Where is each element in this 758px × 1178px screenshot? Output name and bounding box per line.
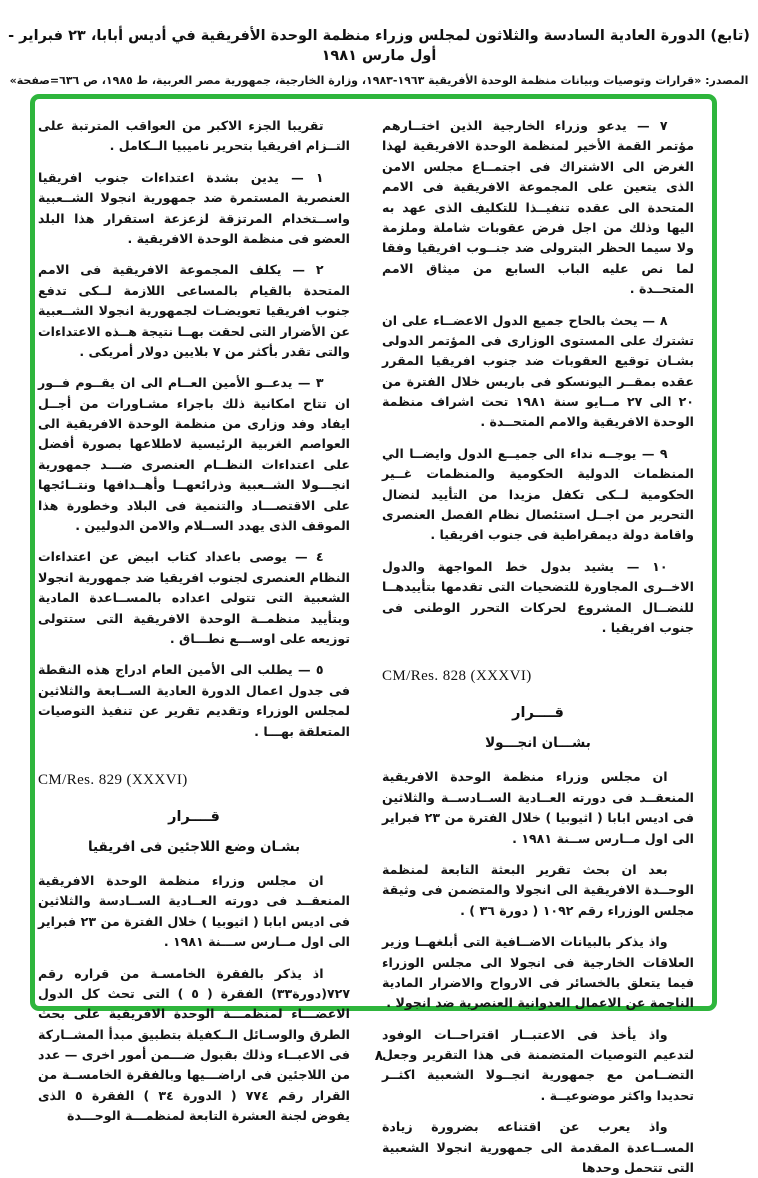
paragraph-9: ٩ — يوجــه نداء الى جميــع الدول وايضــا الي المنظمات الدولية الحكومية والمنظمات غــير الحكومية لــكى تكفل مزيدا من التأييد لنضال التحرير من اجــل استئصال نظام الفصل العنصرى واقامة دولة ديمقراطية فى جنوب افريقيا . [382,445,694,543]
recall-resolution-727-paragraph: اذ يذكر بالفقرة الخامسـة من قراره رقم ٧٢٧(دورة٣٣) الفقرة ( ٥ ) التى تحث كل الدول الاعضـــاء لمنظمـــة الوحدة الافريقية على بحث الطرق والوسـائل الــكفيلة بتطبيق مبدأ المشــاركة فى الاعبــاء وذلك بقبول ضـــمن أمور اخرى — عدد من اللاجئين فى اراضـــيها وبالفقرة الخامســة من القرار رقم ٧٧٤ ( الدورة ٣٤ ) الفقرة ٥ الذى يفوض لجنة العشرة التابعة لمنظمـــة الوحـــدة [38,965,351,1124]
paragraph-7: ٧ — يدعو وزراء الخارجية الذين اختــارهم مؤتمر القمة الأخير لمنظمة الوحدة الافريقية لهذا الغرض الى الاشتراك فى اجتمــاع مجلس الامن الذى يتعين على المجموعة الافريقية فى الامم المتحدة الى عقده تنفيــذا للتكليف الذى عهد به اليها وذلك من اجل فرض عقوبات شاملة وملزمة ولا سيما الحظر البترولى ضد جنــوب افريقيا وفقا لما نص عليه الباب السابع من ميثاق الامم المتحــدة . [382,118,694,297]
resolution-opening-paragraph: ان مجلس وزراء منظمة الوحدة الافريقية المنعقــد فى دورته العــادية الســادسة والثلاثين فى اديس ابابا ( اثيوبيا ) خلال الفترة من ٢٣ فبراير الى اول مــارس ســـنة ١٩٨١ . [38,872,350,950]
assistance-conviction-paragraph: واذ يعرب عن اقتناعه بضرورة زيادة المســاعدة المقدمة الى جمهورية انجولا الشعبية التى تتحمل وحدها [382,1119,694,1176]
paragraph-3: ٣ — يدعــو الأمين العــام الى ان يقــوم فــور ان تتاح امكانية ذلك باجراء مشـاورات من أجــل ايفاد وفد وزارى من منظمة الوحدة الافريقية الى العواصم الغربية الرئيسية لاطلاعها بصورة أفضل على اعتداءات النظــام العنصرى ضـــد جمهورية انجـــولا الشــعبية وذرائعهــا وأهــدافها ونتــائجها على الاقتصـــاد والتنمية فى البلاد وخطورة هذا الموقف الذى يهدد الســلام والامن الدوليين . [38,375,350,534]
source-line: المصدر: «قرارات وتوصيات وبيانات منظمة الوحدة الأفريقية ١٩٦٣-١٩٨٣، وزارة الخارجية، جمهورية مصر العربية، ط ١٩٨٥، ص ٦٣٦=صفحة» [9,73,749,87]
mission-report-paragraph: بعد ان بحث تقرير البعثة التابعة لمنظمة الوحــدة الافريقية الى انجولا والمتضمن فى وثيقة مجلس الوزراء رقم ١٠٩٢ ( دورة ٣٦ ) . [382,861,694,918]
resolution-title: قــــرار [512,705,564,722]
delegations-proposals-paragraph: واذ يأخذ فى الاعتبــار اقتراحــات الوفود لتدعيم التوصيات المتضمنة فى هذا التقرير وجعل التضــامن مع جمهورية انجــولا الشعبية اكثــر تحديدا واكثر موضوعيــة . [382,1026,694,1103]
session-title: (تابع) الدورة العادية السادسة والثلاثون لمجلس وزراء منظمة الوحدة الأفريقية في أديس أبابا، ٢٣ فبراير - أول مارس ١٩٨١ [8,28,750,65]
page-number: ٨ [374,1048,384,1064]
resolution-ref-829: CM/Res. 829 (XXXVI) [38,771,188,788]
resolution-opening-paragraph: ان مجلس وزراء منظمة الوحدة الافريقية المنعقــد فى دورته العــادية الســادســة والثلاثين فى اديس ابابا ( اثيوبيا ) خلال الفترة من ٢٣ فبراير الى اول مــارس ســنة ١٩٨١ . [382,769,694,846]
column-left [38,116,351,1124]
resolution-subtitle-angola: بشـــان انجـــولا [485,735,591,752]
column-right [382,116,694,1176]
paragraph-4: ٤ — يوصى باعداد كتاب ابيض عن اعتداءات النظام العنصرى لجنوب افريقيا ضد جمهورية انجولا الشعبية التى تتولى اعداده بالمســاعدة المادية وبتأييد منظمــة الوحدة الافريقية التى ستتولى توزيعه على اوســـع نطـــاق . [38,549,350,646]
green-border-content-box [30,94,717,1176]
paragraph-5: ٥ — يطلب الى الأمين العام ادراج هذه النقطة فى جدول اعمال الدورة العادية الســابعة والثلاثين لمجلس الوزراء وتقديم تقرير عن تنفيذ التوصيات المتعلقة بهـــا . [38,662,350,739]
two-column-layout [38,116,694,1176]
paragraph-1: ١ — يدين بشدة اعتداءات جنوب افريقيا العنصرية المستمرة ضد جمهورية انجولا الشــعبية واســتخدام المرتزقة لزعزعة استقرار هذا البلد العضو فى منظمة الوحدة الافريقية . [38,169,350,246]
paragraph-2: ٢ — يكلف المجموعة الافريقية فى الامم المتحدة بالقيام بالمساعى اللازمة لــكى تدفع جنوب افريقيا تعويضـات لجمهورية انجولا الشــعبية عن الأضرار التى لحقت بهــا نتيجة هــذه الاعتداءات والتى تقدر بأكثر من ٧ بلايين دولار أمريكى . [38,262,350,359]
additional-statements-paragraph: واذ يذكر بالبيانات الاضــافية التى أبلغهــا وزير العلاقات الخارجية فى انجولا الى مجلس الوزراء فيما يتعلق بالخسائر فى الارواح والاضرار المادية الناجمة عن الاعمال العدوانية العنصرية ضد انجولا . [382,934,694,1011]
resolution-ref-828: CM/Res. 828 (XXXVI) [382,668,532,685]
resolution-subtitle-refugees: بشـان وضع اللاجئين فى افريقيا [87,838,301,855]
paragraph-8: ٨ — يحث بالحاح جميع الدول الاعضــاء على ان تشترك على المستوى الوزارى فى المؤتمر الدولى بشـان توقيع العقوبات ضد جنوب افريقيا المقرر عقده بمقــر اليونسكو فى باريس خلال الفترة من ٢٠ الى ٢٧ مــايو سنة ١٩٨١ تحت اشراف منظمة الوحدة الافريقية والامم المتحــدة . [382,312,694,430]
resolution-title: قــــرار [168,808,220,825]
continuation-paragraph: تقريبا الجزء الاكبر من العواقب المترتبة على التــزام افريقيا بتحرير ناميبيا الــكامل . [38,118,350,154]
paragraph-10: ١٠ — يشيد بدول خط المواجهة والدول الاخــرى المجاورة للتضحيات التى تقدمها بتأييدهــا للنضــال المشروع لحركات التحرر الوطنى فى جنوب افريقيا . [382,558,694,635]
page-header [0,26,758,87]
